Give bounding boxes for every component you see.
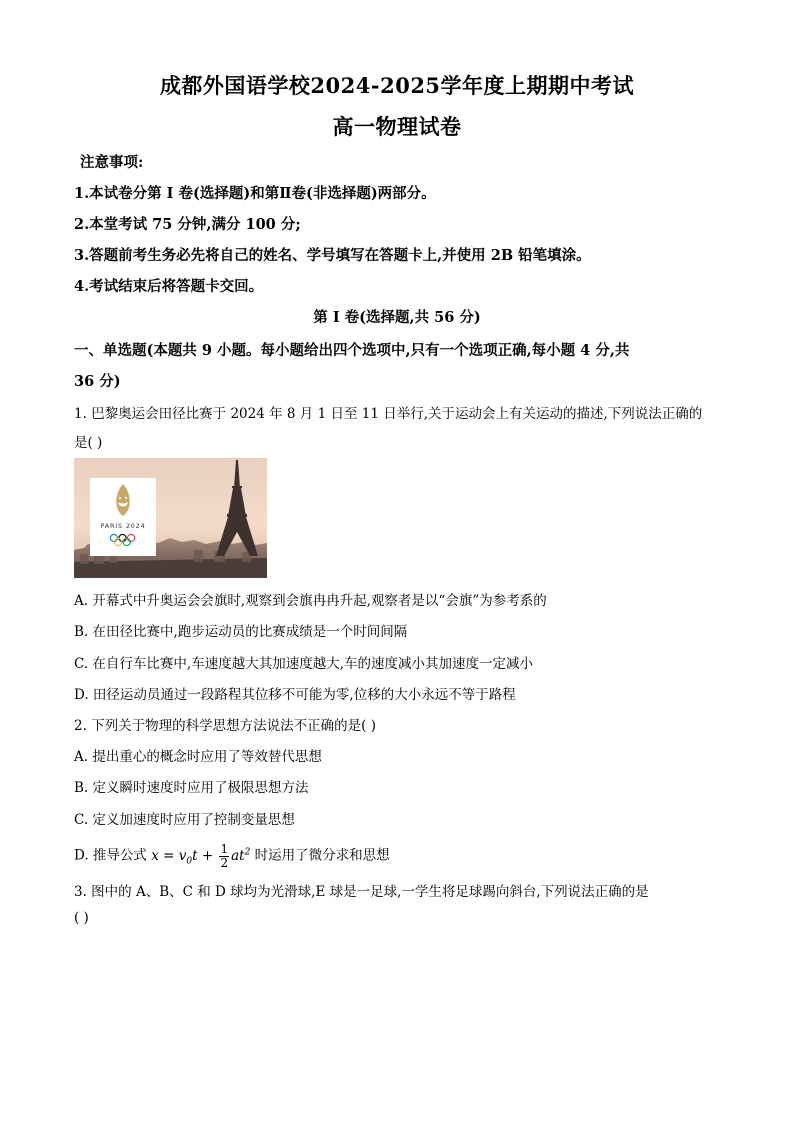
- question-1-option-c: C. 在自行车比赛中,车速度越大其加速度越大,车的速度减小其加速度一定减小: [74, 656, 534, 672]
- question-1-option-d: D. 田径运动员通过一段路程其位移不可能为零,位移的大小永远不等于路程: [74, 687, 516, 703]
- note-item-2: 2.本堂考试 75 分钟,满分 100 分;: [74, 216, 301, 233]
- question-2-option-b: B. 定义瞬时速度时应用了极限思想方法: [74, 780, 309, 796]
- part-heading-cont: 36 分): [74, 373, 121, 390]
- note-item-4: 4.考试结束后将答题卡交回。: [74, 278, 264, 295]
- kinematics-formula: $x = v_0t$ +: [151, 847, 218, 867]
- section-title: 第 I 卷(选择题,共 56 分): [313, 309, 481, 326]
- notes-heading: 注意事项:: [80, 154, 144, 171]
- paris-2024-logo-text: PARIS 2024: [100, 522, 146, 530]
- question-2-option-d-suffix: 时运用了微分求和思想: [254, 847, 390, 864]
- exam-title: 成都外国语学校2024-2025学年度上期期中考试: [159, 73, 635, 98]
- note-item-3: 3.答题前考生务必先将自己的姓名、学号填写在答题卡上,并使用 2B 铅笔填涂。: [74, 247, 591, 264]
- question-1-option-a: A. 开幕式中升奥运会会旗时,观察到会旗冉冉升起,观察者是以“会旗”为参考系的: [74, 593, 547, 609]
- question-2-option-d: D. 推导公式 $x = v_0t$ + $\frac{1}{2}$ $at^2$ 时运用了微分求和思想: [74, 841, 390, 870]
- question-3-stem: 3. 图中的 A、B、C 和 D 球均为光滑球,E 球是一足球,一学生将足球踢向斜台,下列说法正确的是: [74, 884, 649, 900]
- note-item-1: 1.本试卷分第 I 卷(选择题)和第Ⅱ卷(非选择题)两部分。: [74, 185, 436, 202]
- question-2-stem: 2. 下列关于物理的科学思想方法说法不正确的是( ): [74, 718, 376, 734]
- question-1-option-b: B. 在田径比赛中,跑步运动员的比赛成绩是一个时间间隔: [74, 624, 408, 640]
- question-3-stem-cont: ( ): [74, 910, 89, 926]
- part-heading: 一、单选题(本题共 9 小题。每小题给出四个选项中,只有一个选项正确,每小题 4 分,共: [74, 342, 630, 359]
- question-2-option-a: A. 提出重心的概念时应用了等效替代思想: [74, 749, 322, 765]
- formula-fraction: $\frac{1}{2}$: [220, 841, 229, 870]
- question-1-stem-cont: 是( ): [74, 435, 103, 451]
- paris-2024-photo: [74, 458, 267, 578]
- question-1-stem: 1. 巴黎奥运会田径比赛于 2024 年 8 月 1 日至 11 日举行,关于运动会上有关运动的描述,下列说法正确的: [74, 406, 703, 422]
- exam-subtitle: 高一物理试卷: [332, 114, 462, 139]
- question-2-option-c: C. 定义加速度时应用了控制变量思想: [74, 812, 295, 828]
- question-2-option-d-prefix: D. 推导公式: [74, 847, 147, 864]
